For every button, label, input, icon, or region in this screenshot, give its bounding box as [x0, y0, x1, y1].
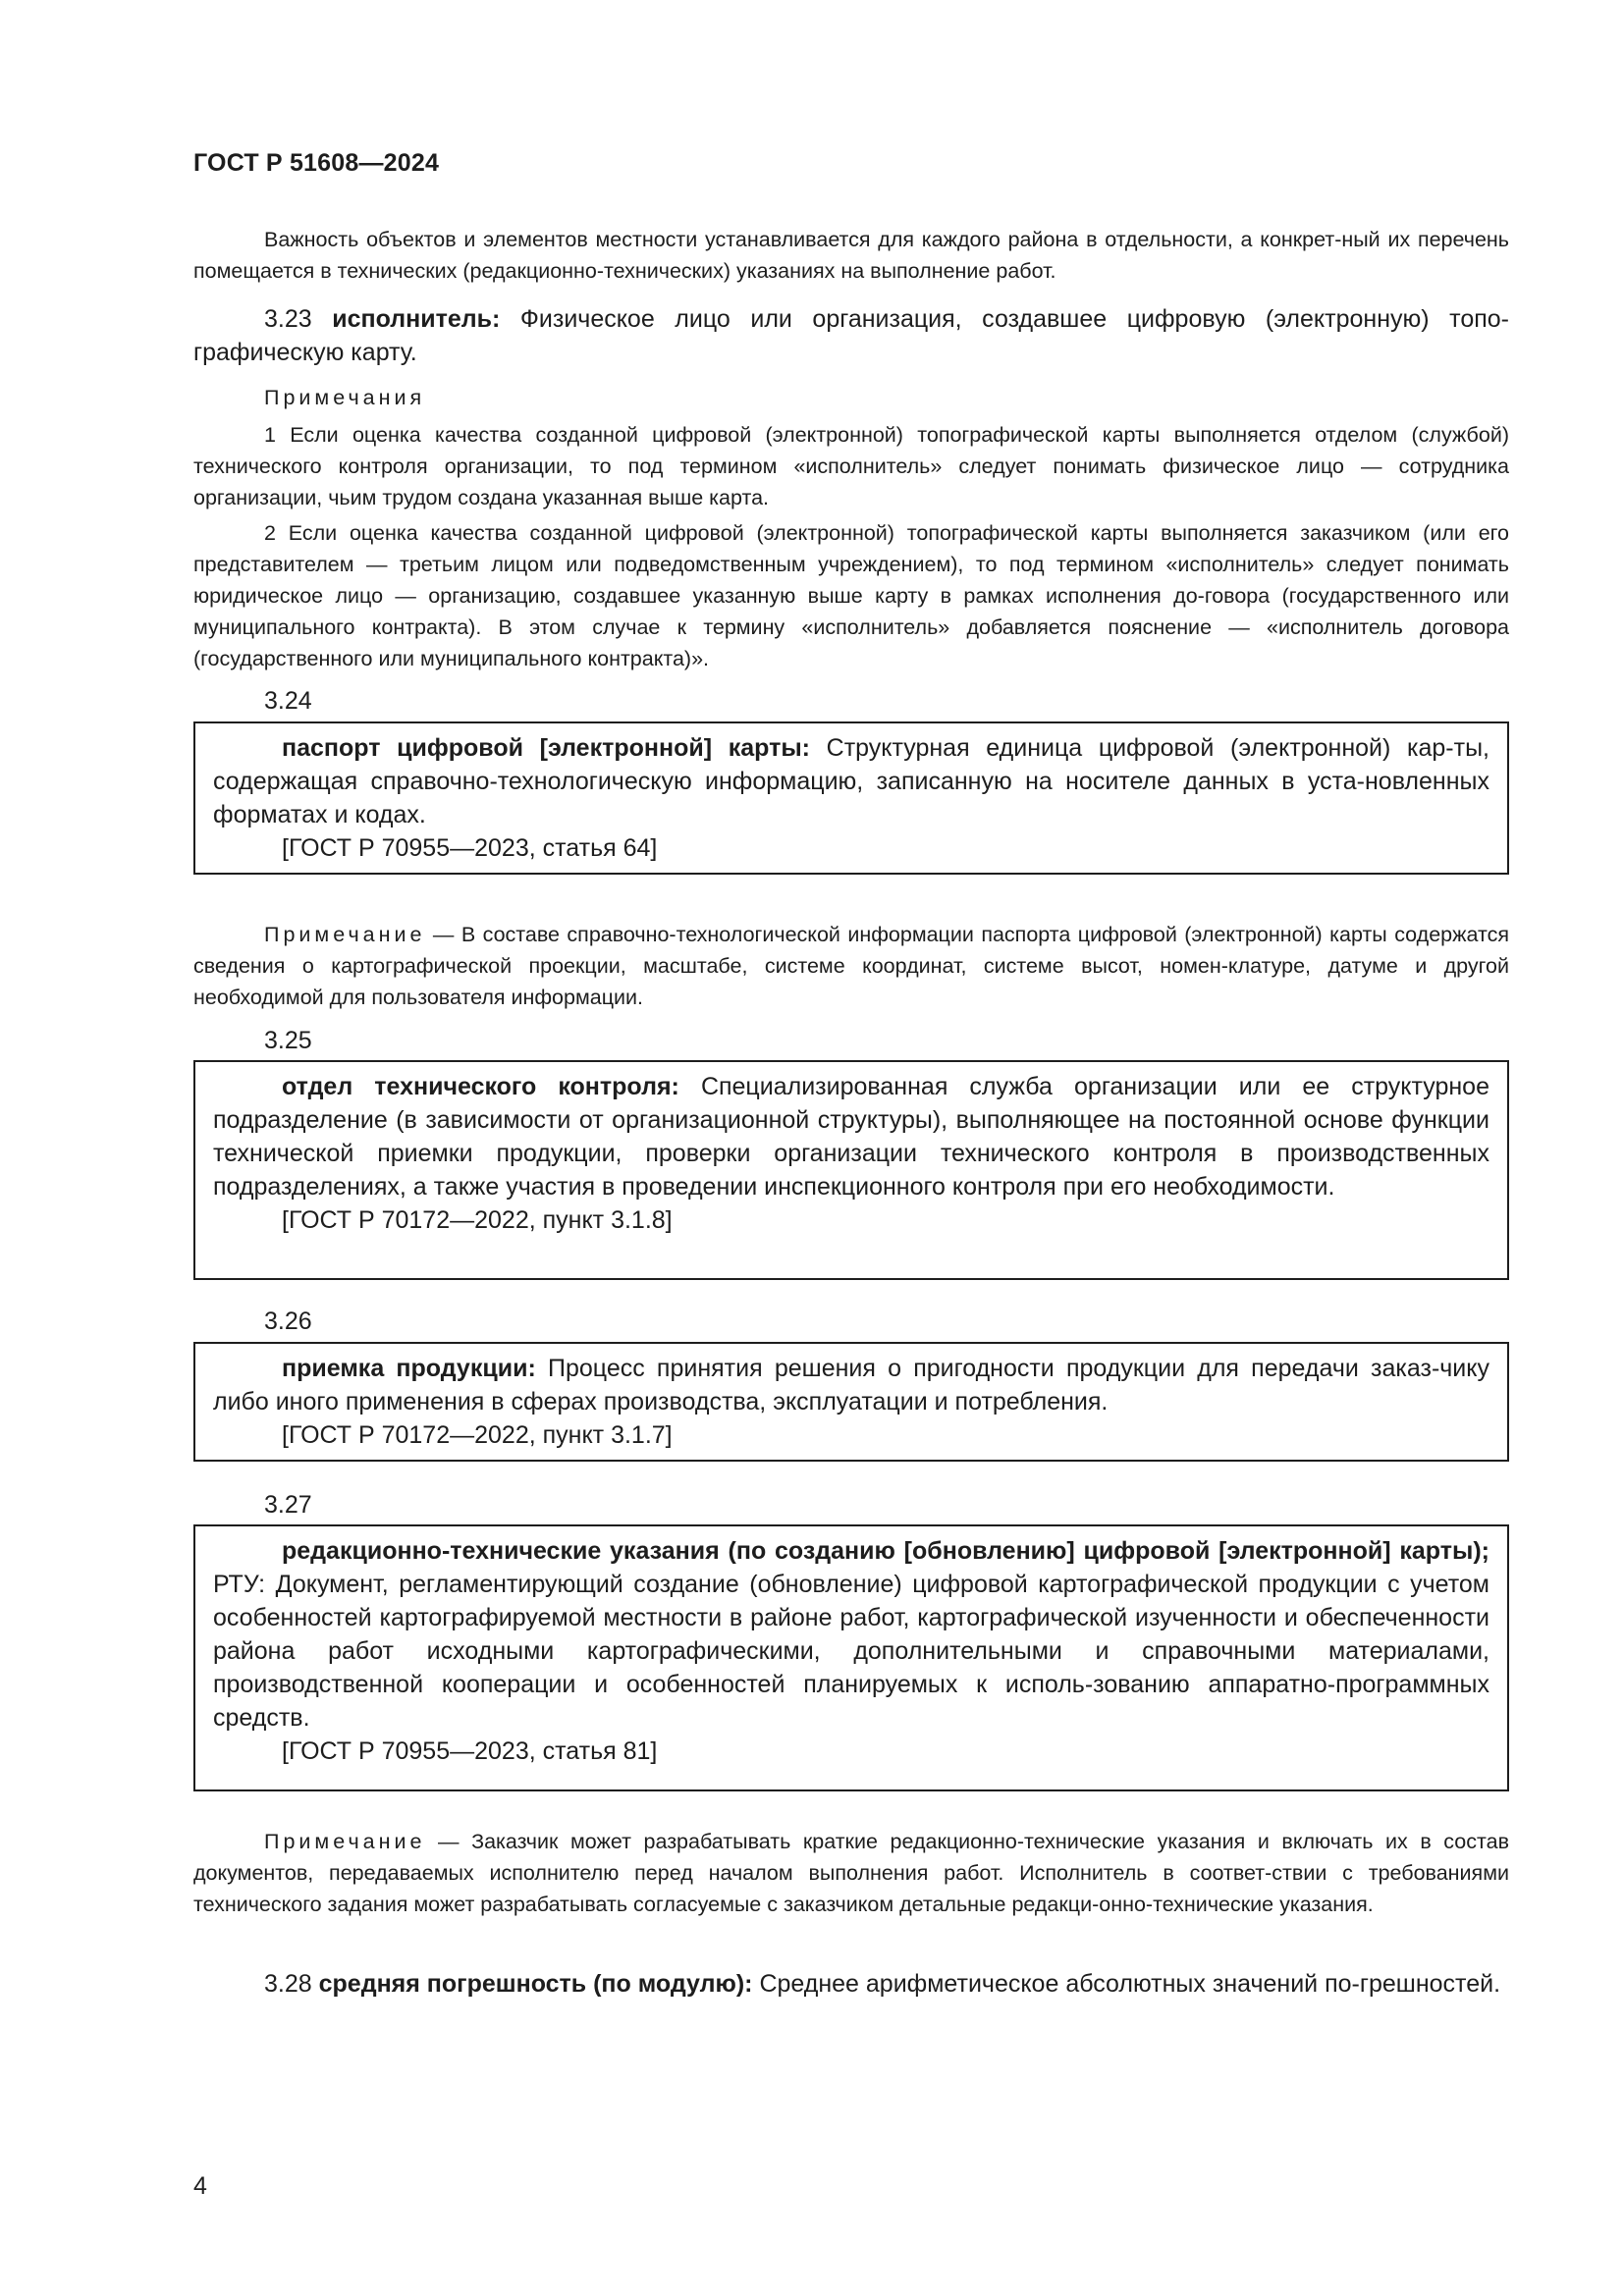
term-source: [ГОСТ Р 70172—2022, пункт 3.1.7] — [282, 1421, 673, 1449]
note-3-23-1: 1 Если оценка качества созданной цифровой (электронной) топографической карты выполняется отделом (службой) технического контроля организации, то под термином «исполнитель» следует понимать физическое лицо — сотрудника организации, чьим трудом создана указанная выше карта. — [193, 423, 1509, 509]
term-number-3-24: 3.24 — [264, 687, 312, 715]
term-definition: Специализированная служба организации или ее структурное подразделение (в зависимости от организационной структуры), выполняющее на постоянной основе функции технической приемки продукции, проверки организации технического контроля в производственных подразделениях, а также участия в проведении инспекционного контроля при его необходимости. — [213, 1073, 1489, 1201]
term-number: 3.23 — [264, 305, 312, 333]
term-number: 3.28 — [264, 1970, 312, 1998]
term-3-26-definition — [213, 1352, 1489, 1418]
term-box-3-25 — [193, 1060, 1509, 1280]
term-box-3-24 — [193, 721, 1509, 875]
term-box-3-26 — [193, 1342, 1509, 1462]
term-3-23 — [193, 302, 1509, 369]
note-3-27 — [193, 1826, 1509, 1920]
term-number-3-27: 3.27 — [264, 1491, 312, 1519]
term-name: средняя погрешность (по модулю): — [318, 1970, 753, 1998]
term-3-24-definition — [213, 731, 1489, 831]
term-name: отдел технического контроля: — [282, 1073, 679, 1100]
term-3-27-definition — [213, 1534, 1489, 1735]
note-label: Примечание — [264, 923, 426, 946]
note-3-23-2: 2 Если оценка качества созданной цифровой (электронной) топографической карты выполняется заказчиком (или его представителем — третьим лицом или подведомственным учреждением), то под термином «исполнитель» следует понимать юридическое лицо — организацию, создавшее указанную выше карту в рамках исполнения до-говора (государственного или муниципального контракта). В этом случае к термину «исполнитель» добавляется пояснение — «исполнитель договора (государственного или муниципального контракта)». — [193, 521, 1509, 670]
term-name: исполнитель: — [332, 305, 501, 333]
note-text: — В составе справочно-технологической информации паспорта цифровой (электронной) карты содержатся сведения о картографической проекции, масштабе, системе координат, системе высот, номен-клатуре, датуме и другой необходимой для пользователя информации. — [193, 923, 1509, 1009]
term-source: [ГОСТ Р 70172—2022, пункт 3.1.8] — [282, 1206, 673, 1234]
term-number-3-26: 3.26 — [264, 1308, 312, 1335]
note-3-24 — [193, 919, 1509, 1013]
document-header: ГОСТ Р 51608—2024 — [193, 149, 440, 177]
term-name: паспорт цифровой [электронной] карты: — [282, 734, 810, 762]
term-definition: Физическое лицо или организация, создавшее цифровую (электронную) топо-графическую карту. — [193, 305, 1509, 366]
page-number: 4 — [193, 2172, 207, 2200]
note-text: — Заказчик может разрабатывать краткие редакционно-технические указания и включать их в состав документов, передаваемых исполнителю перед началом выполнения работ. Исполнитель в соответ-ствии с требованиями технического задания может разрабатывать согласуемые с заказчиком детальные редакци-онно-технические указания. — [193, 1830, 1509, 1916]
term-3-25-definition — [213, 1070, 1489, 1203]
intro-paragraph: Важность объектов и элементов местности устанавливается для каждого района в отдельности, а конкрет-ный их перечень помещается в технических (редакционно-технических) указаниях на выполнение работ. — [193, 228, 1509, 283]
note-label: Примечание — [264, 1830, 426, 1853]
term-name: редакционно-технические указания (по созданию [обновлению] цифровой [электронной] карты); — [282, 1537, 1489, 1565]
term-definition: Структурная единица цифровой (электронной) кар-ты, содержащая справочно-технологическую информацию, записанную на носителе данных в уста-новленных форматах и кодах. — [213, 734, 1489, 828]
term-source: [ГОСТ Р 70955—2023, статья 81] — [282, 1737, 658, 1765]
term-name: приемка продукции: — [282, 1355, 536, 1382]
term-source: [ГОСТ Р 70955—2023, статья 64] — [282, 834, 658, 862]
term-3-28 — [193, 1967, 1509, 2001]
term-definition: Процесс принятия решения о пригодности продукции для передачи заказ-чику либо иного применения в сферах производства, эксплуатации и потребления. — [213, 1355, 1489, 1415]
notes-label: Примечания — [264, 386, 426, 409]
term-definition: Среднее арифметическое абсолютных значений по-грешностей. — [759, 1970, 1501, 1998]
term-number-3-25: 3.25 — [264, 1027, 312, 1054]
term-box-3-27 — [193, 1524, 1509, 1791]
term-definition: РТУ: Документ, регламентирующий создание (обновление) цифровой картографической продукции с учетом особенностей картографируемой местности в районе работ, картографической изученности и обеспеченности района работ исходными картографическими, дополнительными и справочными материалами, производственной кооперации и особенностей планируемых к исполь-зованию аппаратно-программных средств. — [213, 1571, 1489, 1732]
